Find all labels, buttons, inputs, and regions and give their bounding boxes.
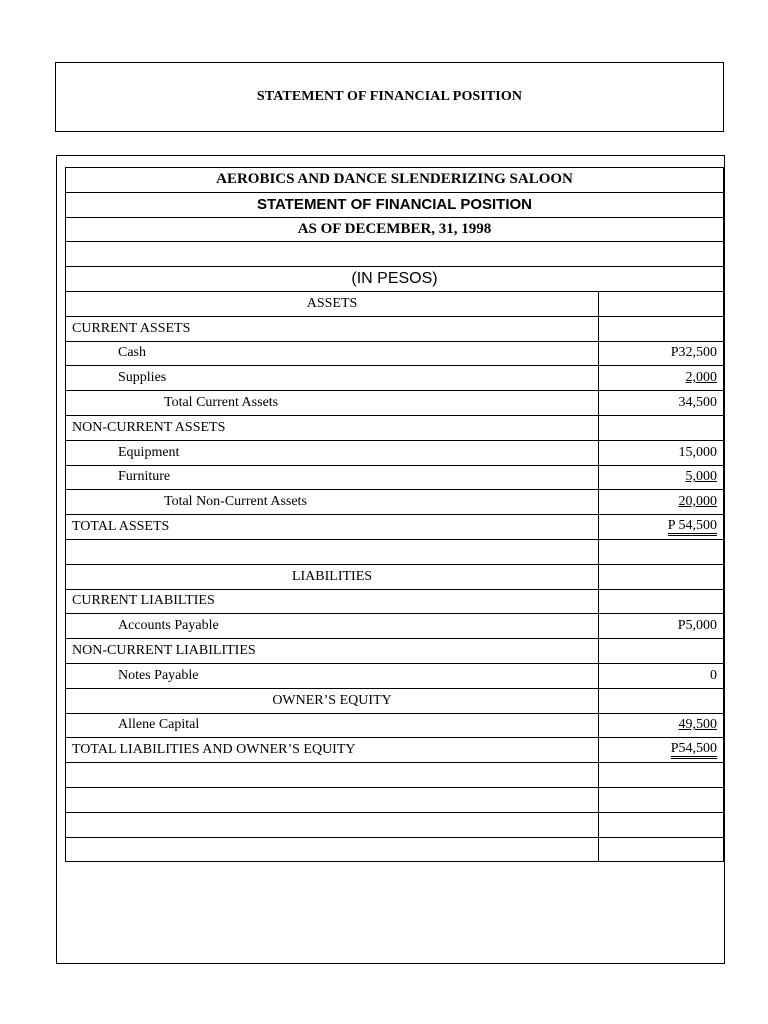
table-row bbox=[66, 366, 724, 391]
table-row bbox=[66, 490, 724, 515]
amount-cell bbox=[599, 366, 724, 391]
header-row bbox=[66, 168, 724, 193]
table-row bbox=[66, 738, 724, 763]
blank-row bbox=[66, 812, 724, 837]
table-row bbox=[66, 316, 724, 341]
amount-cell bbox=[599, 490, 724, 515]
noncurrent-assets-heading: NON-CURRENT ASSETS bbox=[66, 415, 599, 440]
table-row bbox=[66, 688, 724, 713]
blank-cell bbox=[599, 812, 724, 837]
amount-cell bbox=[599, 713, 724, 738]
blank-cell bbox=[66, 837, 599, 862]
table-row bbox=[66, 291, 724, 316]
table-row bbox=[66, 415, 724, 440]
table-row bbox=[66, 341, 724, 366]
table-row bbox=[66, 663, 724, 688]
amount-cell bbox=[599, 589, 724, 614]
currency-label: (IN PESOS) bbox=[66, 267, 724, 292]
amount-cell bbox=[599, 465, 724, 490]
total-current-assets-label: Total Current Assets bbox=[66, 391, 599, 416]
amount-cell bbox=[599, 515, 724, 540]
blank-row bbox=[66, 787, 724, 812]
cash-amount: P32,500 bbox=[599, 341, 724, 366]
total-assets-label: TOTAL ASSETS bbox=[66, 515, 599, 540]
blank-row bbox=[66, 837, 724, 862]
blank-cell bbox=[599, 763, 724, 788]
owners-equity-heading: OWNER’S EQUITY bbox=[66, 688, 599, 713]
amount-cell bbox=[599, 639, 724, 664]
noncurrent-liabilities-heading: NON-CURRENT LIABILITIES bbox=[66, 639, 599, 664]
notes-payable-amount: 0 bbox=[599, 663, 724, 688]
table-row bbox=[66, 713, 724, 738]
table-row bbox=[66, 589, 724, 614]
financial-statement-table bbox=[65, 167, 724, 862]
blank-row bbox=[66, 763, 724, 788]
header-row bbox=[66, 192, 724, 217]
furniture-label: Furniture bbox=[66, 465, 599, 490]
statement-title: STATEMENT OF FINANCIAL POSITION bbox=[66, 192, 724, 217]
blank-cell bbox=[599, 539, 724, 564]
amount-cell bbox=[599, 316, 724, 341]
accounts-payable-label: Accounts Payable bbox=[66, 614, 599, 639]
blank-cell bbox=[599, 787, 724, 812]
equipment-label: Equipment bbox=[66, 440, 599, 465]
table-row bbox=[66, 564, 724, 589]
supplies-amount: 2,000 bbox=[685, 370, 717, 386]
blank-cell bbox=[66, 763, 599, 788]
total-liabilities-equity-amount: P54,500 bbox=[671, 742, 717, 759]
total-noncurrent-assets-label: Total Non-Current Assets bbox=[66, 490, 599, 515]
capital-label: Allene Capital bbox=[66, 713, 599, 738]
liabilities-heading: LIABILITIES bbox=[66, 564, 599, 589]
table-row bbox=[66, 515, 724, 540]
header-row bbox=[66, 267, 724, 292]
accounts-payable-amount: P5,000 bbox=[599, 614, 724, 639]
blank-cell bbox=[66, 242, 724, 267]
total-assets-amount: P 54,500 bbox=[668, 519, 717, 536]
blank-cell bbox=[66, 812, 599, 837]
blank-cell bbox=[66, 539, 599, 564]
capital-amount: 49,500 bbox=[678, 717, 717, 733]
table-row bbox=[66, 440, 724, 465]
total-liabilities-equity-label: TOTAL LIABILITIES AND OWNER’S EQUITY bbox=[66, 738, 599, 763]
blank-row bbox=[66, 539, 724, 564]
blank-cell bbox=[599, 837, 724, 862]
blank-row bbox=[66, 242, 724, 267]
amount-cell bbox=[599, 564, 724, 589]
current-liabilities-heading: CURRENT LIABILTIES bbox=[66, 589, 599, 614]
page-title: STATEMENT OF FINANCIAL POSITION bbox=[256, 89, 523, 104]
cash-label: Cash bbox=[66, 341, 599, 366]
supplies-label: Supplies bbox=[66, 366, 599, 391]
as-of-date: AS OF DECEMBER, 31, 1998 bbox=[66, 217, 724, 242]
total-current-assets-amount: 34,500 bbox=[599, 391, 724, 416]
amount-cell bbox=[599, 738, 724, 763]
table-row bbox=[66, 639, 724, 664]
amount-cell bbox=[599, 415, 724, 440]
notes-payable-label: Notes Payable bbox=[66, 663, 599, 688]
title-box bbox=[55, 62, 724, 132]
amount-cell bbox=[599, 291, 724, 316]
amount-cell bbox=[599, 688, 724, 713]
table-row bbox=[66, 465, 724, 490]
table-row bbox=[66, 391, 724, 416]
equipment-amount: 15,000 bbox=[599, 440, 724, 465]
current-assets-heading: CURRENT ASSETS bbox=[66, 316, 599, 341]
table-row bbox=[66, 614, 724, 639]
header-row bbox=[66, 217, 724, 242]
assets-heading: ASSETS bbox=[66, 291, 599, 316]
furniture-amount: 5,000 bbox=[685, 469, 717, 485]
total-noncurrent-assets-amount: 20,000 bbox=[678, 494, 717, 510]
blank-cell bbox=[66, 787, 599, 812]
company-name: AEROBICS AND DANCE SLENDERIZING SALOON bbox=[66, 168, 724, 193]
